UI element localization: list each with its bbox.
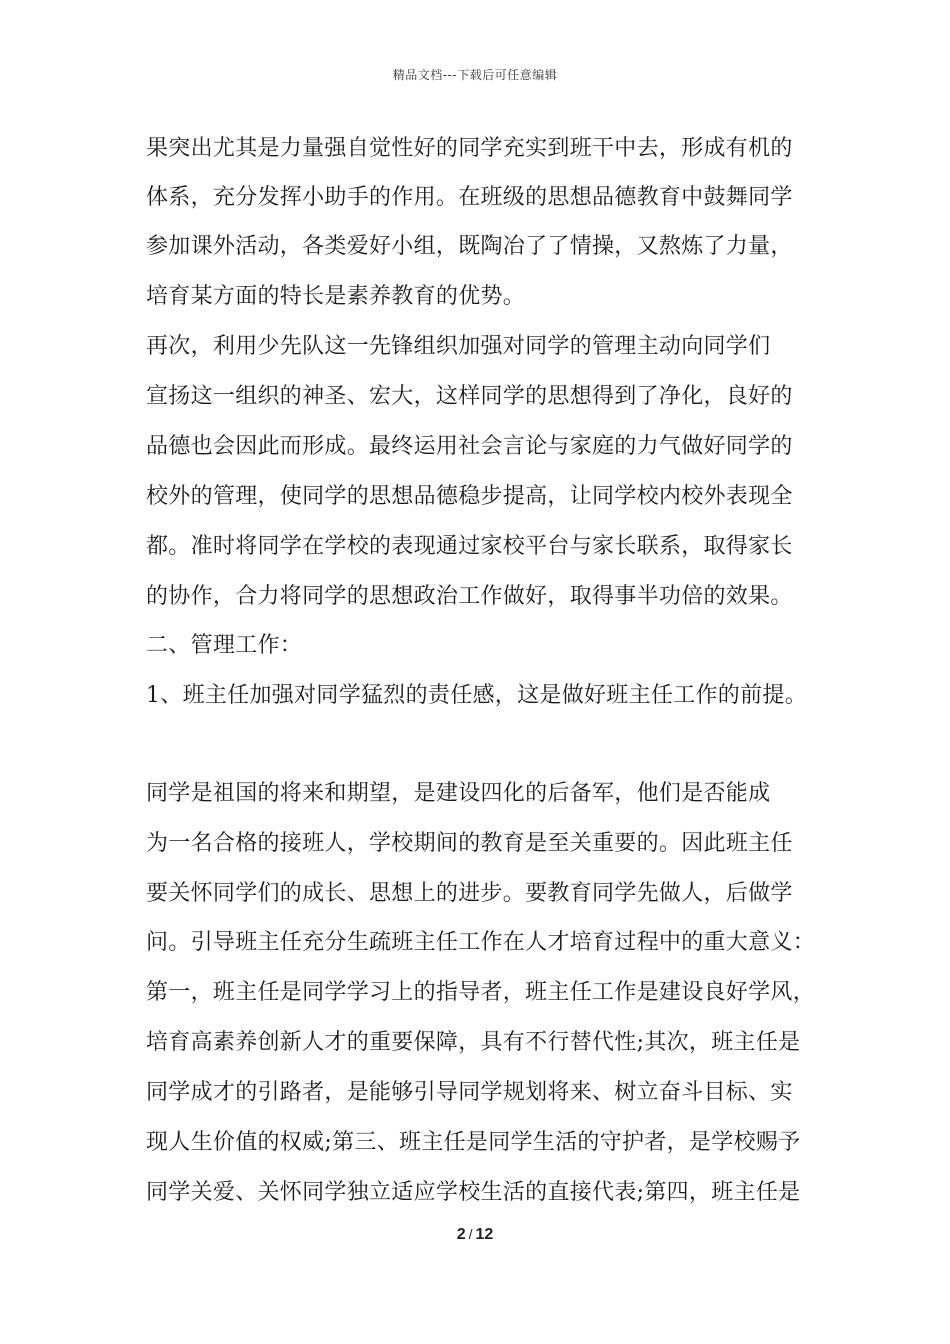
text-line: 果突出尤其是力量强自觉性好的同学充实到班干中去，形成有机的 xyxy=(146,136,793,161)
page-number xyxy=(0,1226,950,1244)
text-line: 校外的管理，使同学的思想品德稳步提高，让同学校内校外表现全 xyxy=(146,484,793,509)
total-pages: 12 xyxy=(475,1226,494,1243)
text-line: 培育高素养创新人才的重要保障，具有不行替代性;其次，班主任是 xyxy=(146,1030,801,1055)
subsection-heading: 1、班主任加强对同学猛烈的责任感，这是做好班主任工作的前提。 xyxy=(146,683,807,708)
text-line: 现人生价值的权威;第三、班主任是同学生活的守护者，是学校赐予 xyxy=(146,1130,801,1155)
current-page: 2 xyxy=(456,1226,466,1243)
text-line: 要关怀同学们的成长、思想上的进步。要教育同学先做人，后做学 xyxy=(146,881,793,906)
text-line: 同学是祖国的将来和期望，是建设四化的后备军，他们是否能成 xyxy=(146,781,771,806)
document-header: 精品文档---下载后可任意编辑 xyxy=(392,68,558,82)
text-line: 体系，充分发挥小助手的作用。在班级的思想品德教育中鼓舞同学 xyxy=(146,185,793,210)
text-line: 都。准时将同学在学校的表现通过家校平台与家长联系，取得家长 xyxy=(146,534,793,559)
text-line: 宣扬这一组织的神圣、宏大，这样同学的思想得到了净化，良好的 xyxy=(146,384,793,409)
text-line: 第一，班主任是同学学习上的指导者，班主任工作是建设良好学风， xyxy=(146,980,816,1005)
text-line: 培育某方面的特长是素养教育的优势。 xyxy=(146,284,526,309)
page-separator: / xyxy=(468,1226,473,1242)
text-line: 同学关爱、关怀同学独立适应学校生活的直接代表;第四，班主任是 xyxy=(146,1180,801,1205)
text-line: 的协作，合力将同学的思想政治工作做好，取得事半功倍的效果。 xyxy=(146,584,793,609)
text-line: 问。引导班主任充分生疏班主任工作在人才培育过程中的重大意义： xyxy=(146,930,816,955)
text-line: 品德也会因此而形成。最终运用社会言论与家庭的力气做好同学的 xyxy=(146,434,793,459)
text-line: 参加课外活动，各类爱好小组，既陶冶了了情操，又熬炼了力量， xyxy=(146,234,793,259)
text-line: 为一名合格的接班人，学校期间的教育是至关重要的。因此班主任 xyxy=(146,831,793,856)
text-line: 同学成才的引路者，是能够引导同学规划将来、树立奋斗目标、实 xyxy=(146,1080,793,1105)
text-line: 再次，利用少先队这一先锋组织加强对同学的管理主动向同学们 xyxy=(146,334,771,359)
section-heading: 二、管理工作： xyxy=(146,633,303,658)
